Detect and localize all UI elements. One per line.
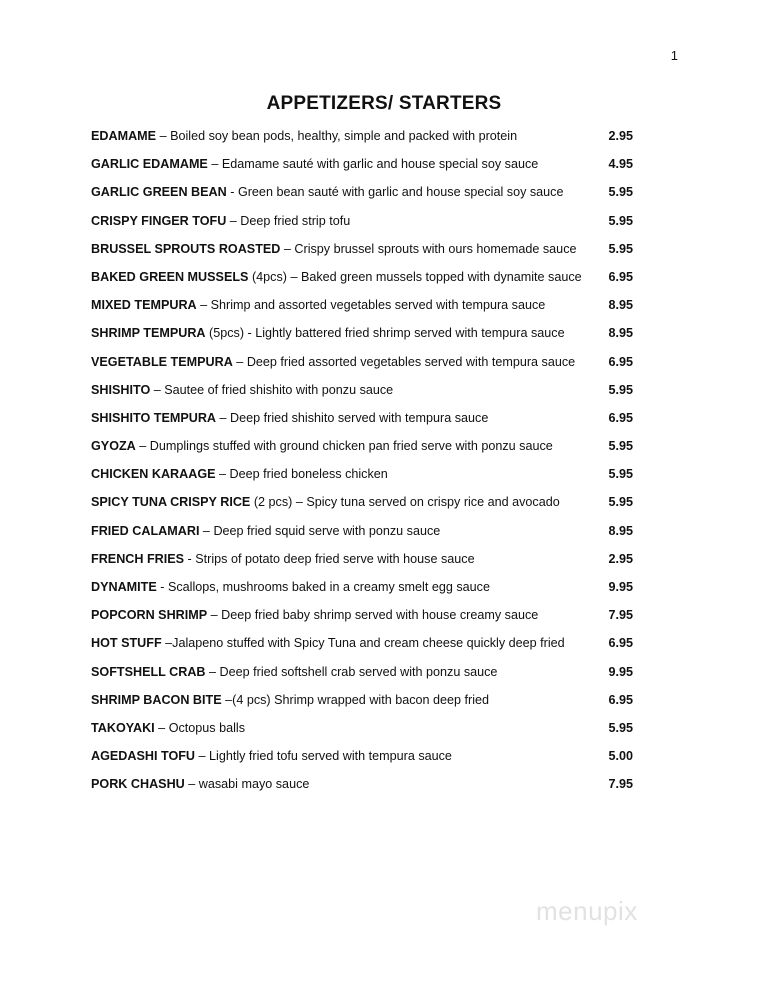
item-name: GYOZA (91, 439, 136, 454)
item-name: VEGETABLE TEMPURA (91, 354, 233, 369)
menu-item (91, 523, 633, 551)
item-price: 8.95 (608, 523, 633, 538)
item-description: – wasabi mayo sauce (184, 777, 310, 792)
menu-item (91, 325, 633, 353)
menu-item (91, 720, 633, 748)
menu-item (91, 776, 633, 804)
item-description: – Shrimp and assorted vegetables served with tempura sauce (196, 298, 546, 313)
item-name: POPCORN SHRIMP (91, 608, 208, 623)
item-price: 6.95 (608, 354, 633, 369)
menu-item (91, 213, 633, 241)
item-name: BRUSSEL SPROUTS ROASTED (91, 241, 281, 256)
item-name: CRISPY FINGER TOFU (91, 213, 227, 228)
menu-item (91, 184, 633, 212)
item-name: MIXED TEMPURA (91, 298, 197, 313)
item-description: - Strips of potato deep fried serve with house sauce (184, 551, 475, 566)
item-price: 5.00 (608, 749, 633, 764)
item-description: - Scallops, mushrooms baked in a creamy smelt egg sauce (156, 580, 490, 594)
item-name: EDAMAME (91, 129, 157, 143)
item-description: – Deep fried boneless chicken (215, 467, 388, 482)
item-price: 8.95 (608, 298, 633, 313)
item-description: – Edamame sauté with garlic and house special soy sauce (207, 157, 539, 172)
item-description: – Boiled soy bean pods, healthy, simple and packed with protein (156, 129, 518, 143)
menu-list (91, 128, 633, 805)
item-description: –(4 pcs) Shrimp wrapped with bacon deep fried (221, 692, 490, 707)
menu-item (91, 382, 633, 410)
item-price: 5.95 (608, 382, 633, 397)
menu-item (91, 269, 633, 297)
item-price: 6.95 (608, 410, 633, 425)
item-price: 4.95 (608, 157, 633, 172)
item-description: (4pcs) – Baked green mussels topped with dynamite sauce (248, 269, 582, 284)
item-name: AGEDASHI TOFU (91, 749, 196, 764)
item-price: 5.95 (608, 467, 633, 482)
item-name: DYNAMITE (91, 580, 157, 594)
item-price: 7.95 (608, 608, 633, 623)
menu-item (91, 748, 633, 776)
item-name: PORK CHASHU (91, 777, 185, 792)
item-price: 5.95 (608, 495, 633, 510)
item-name: TAKOYAKI (91, 720, 155, 735)
item-name: SPICY TUNA CRISPY RICE (91, 495, 251, 510)
item-name: FRENCH FRIES (91, 551, 185, 566)
item-price: 5.95 (608, 213, 633, 228)
page-number: 1 (670, 48, 678, 63)
item-name: GARLIC EDAMAME (91, 157, 208, 172)
item-description: - Green bean sauté with garlic and house special soy sauce (226, 185, 564, 200)
menu-item (91, 128, 633, 156)
item-price: 6.95 (608, 692, 633, 707)
menu-item (91, 354, 633, 382)
item-name: SOFTSHELL CRAB (91, 664, 206, 679)
item-name: HOT STUFF (91, 636, 162, 651)
section-title: APPETIZERS/ STARTERS (266, 93, 502, 114)
item-description: – Lightly fried tofu served with tempura sauce (195, 749, 452, 764)
menu-item (91, 579, 633, 607)
item-price: 2.95 (608, 129, 633, 143)
item-name: GARLIC GREEN BEAN (91, 185, 227, 200)
item-description: (5pcs) - Lightly battered fried shrimp served with tempura sauce (205, 326, 565, 341)
item-name: BAKED GREEN MUSSELS (91, 269, 249, 284)
item-description: – Crispy brussel sprouts with ours homemade sauce (280, 241, 577, 256)
item-description: – Deep fried shishito served with tempura sauce (216, 410, 489, 425)
menu-item (91, 551, 633, 579)
item-description: – Deep fried softshell crab served with ponzu sauce (205, 664, 498, 679)
item-price: 9.95 (608, 580, 633, 594)
item-price: 5.95 (608, 720, 633, 735)
item-price: 5.95 (608, 185, 633, 200)
item-price: 5.95 (608, 439, 633, 454)
item-price: 6.95 (608, 269, 633, 284)
menu-item (91, 297, 633, 325)
menu-item (91, 466, 633, 494)
item-name: FRIED CALAMARI (91, 523, 200, 538)
item-price: 8.95 (608, 326, 633, 341)
item-price: 7.95 (608, 777, 633, 792)
menu-item (91, 241, 633, 269)
item-name: CHICKEN KARAAGE (91, 467, 216, 482)
item-name: SHRIMP BACON BITE (91, 692, 222, 707)
item-description: – Deep fried strip tofu (226, 213, 351, 228)
menu-item (91, 664, 633, 692)
item-name: SHISHITO (91, 382, 151, 397)
item-description: – Octopus balls (154, 720, 245, 735)
item-description: – Dumplings stuffed with ground chicken pan fried serve with ponzu sauce (135, 439, 553, 454)
menu-item (91, 438, 633, 466)
item-price: 2.95 (608, 551, 633, 566)
menu-item (91, 156, 633, 184)
item-description: (2 pcs) – Spicy tuna served on crispy rice and avocado (250, 495, 560, 510)
menu-item (91, 635, 633, 663)
item-description: – Deep fried baby shrimp served with house creamy sauce (207, 608, 539, 623)
menu-item (91, 410, 633, 438)
item-description: – Deep fried squid serve with ponzu sauce (199, 523, 441, 538)
item-price: 5.95 (608, 241, 633, 256)
menu-item (91, 607, 633, 635)
menu-item (91, 494, 633, 522)
item-description: –Jalapeno stuffed with Spicy Tuna and cream cheese quickly deep fried (161, 636, 565, 651)
item-description: – Deep fried assorted vegetables served with tempura sauce (232, 354, 576, 369)
item-price: 6.95 (608, 636, 633, 651)
item-price: 9.95 (608, 664, 633, 679)
item-description: – Sautee of fried shishito with ponzu sauce (150, 382, 394, 397)
menu-item (91, 692, 633, 720)
item-name: SHRIMP TEMPURA (91, 326, 206, 341)
item-name: SHISHITO TEMPURA (91, 410, 217, 425)
watermark-logo: menupix (536, 896, 638, 926)
